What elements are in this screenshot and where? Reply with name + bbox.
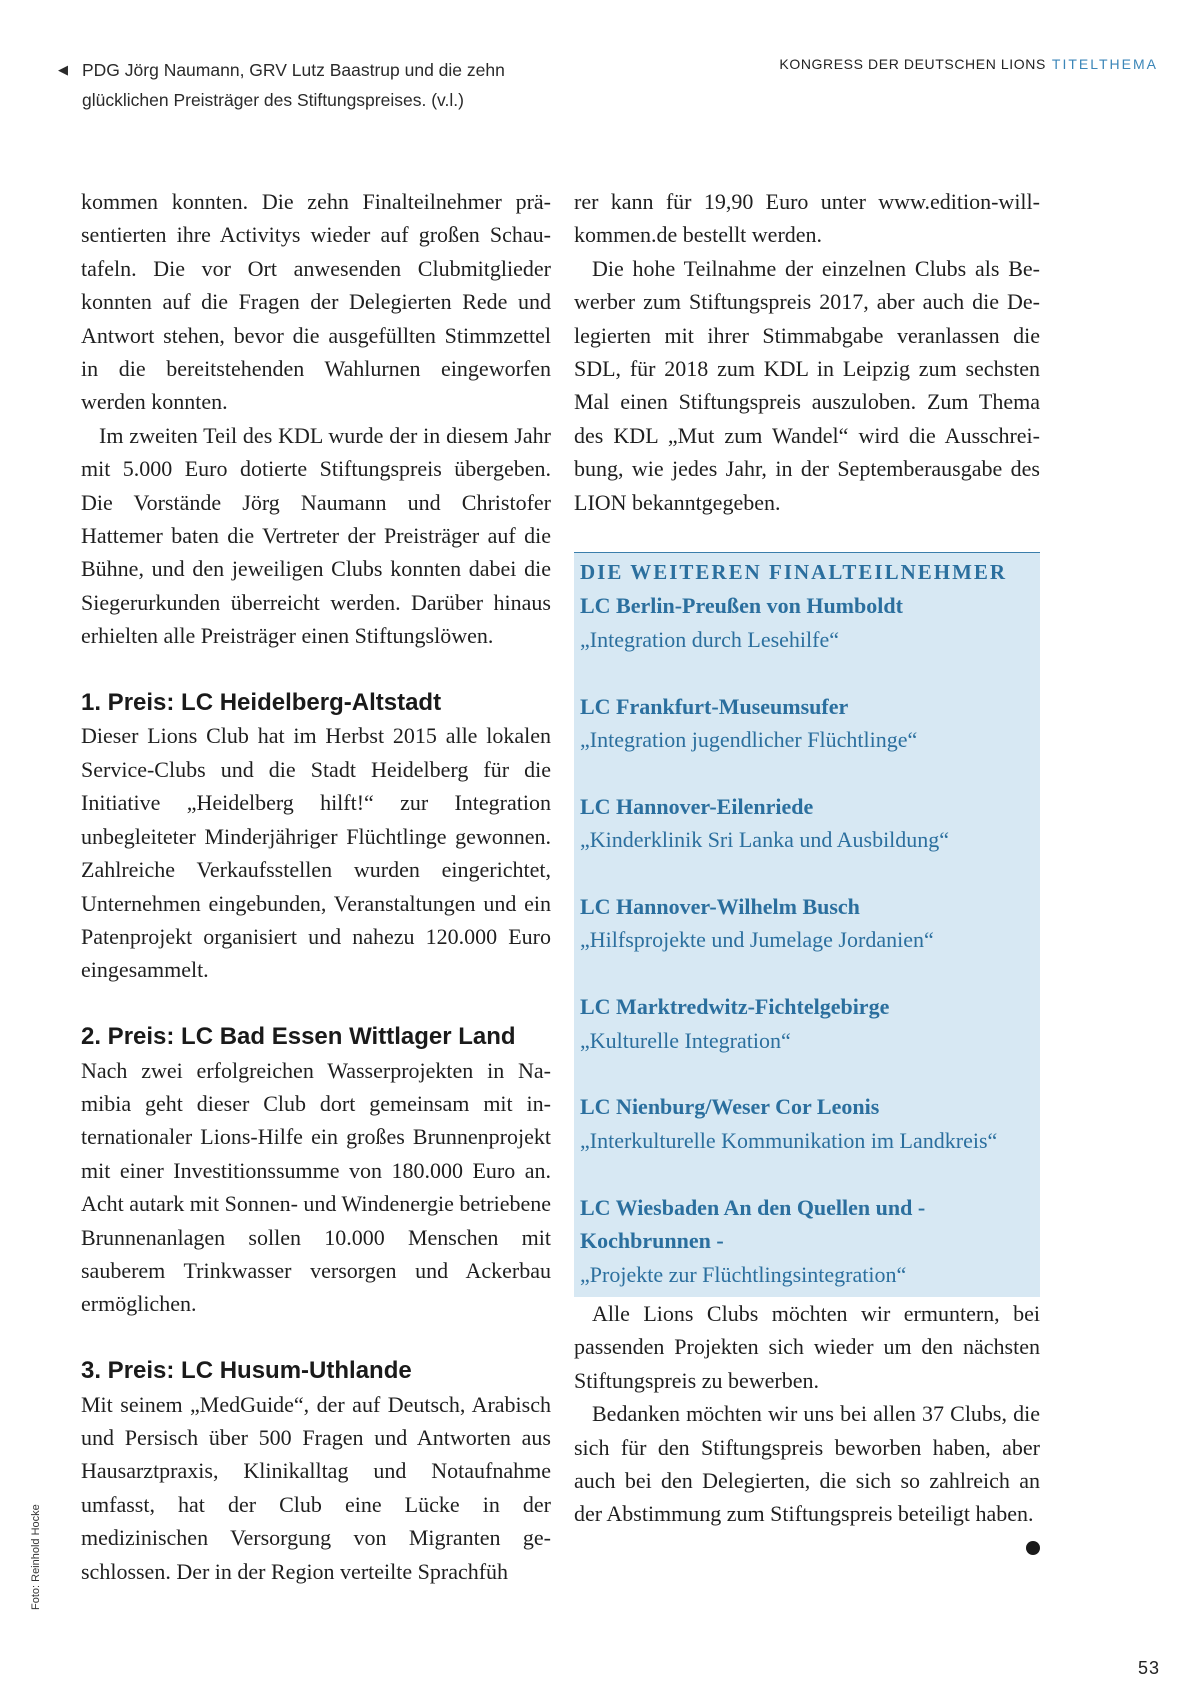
running-head-section: TITELTHEMA <box>1051 56 1158 72</box>
finalist-project: „Interkulturelle Kommunikation im Landkreis“ <box>580 1127 998 1153</box>
paragraph: rer kann für 19,90 Euro unter www.edition-willkommen.de bestellt werden. <box>574 189 1040 248</box>
paragraph: Im zweiten Teil des KDL wurde der in diesem Jahr mit 5.000 Euro dotierte Stiftungspreis übergeben. Die Vorstände Jörg Naumann und Christofer Hattemer baten die Vertreter der Preisträger auf die Bühne, und den jeweiligen Clubs konnten dabei die Siegerurkunden überreicht werden. Darüber hinaus erhielten alle Preisträger einen Stiftungslöwen. <box>81 422 551 649</box>
finalist-entry <box>580 790 1034 857</box>
finalist-club: LC Wiesbaden An den Quellen und - Kochbrunnen - <box>580 1194 926 1254</box>
finalist-entry <box>580 1090 1034 1157</box>
finalists-box-title: DIE WEITEREN FINALTEILNEHMER <box>580 560 1008 585</box>
finalist-entry <box>580 690 1034 757</box>
finalist-project: „Kulturelle Integration“ <box>580 1027 791 1053</box>
right-column <box>574 185 1051 1555</box>
finalist-project: „Integration durch Lesehilfe“ <box>580 626 839 652</box>
section-heading: 1. Preis: LC Heidelberg-Altstadt <box>81 689 442 717</box>
paragraph: kommen konnten. Die zehn Finalteilnehmer präsentierten ihre Activitys wieder auf großen Schautafeln. Die vor Ort anwesenden Clubmitglieder konnten auf die Fragen der Delegierten Rede und Antwort stehen, bevor die ausgefüllten Stimmzettel in die bereitstehenden Wahlurnen eingeworfen werden konnten. <box>81 189 551 415</box>
paragraph <box>574 1397 1051 1553</box>
photo-caption <box>58 55 578 115</box>
finalists-box <box>574 552 1040 1297</box>
lion-end-mark-icon: L <box>1026 1541 1040 1555</box>
finalist-club: LC Marktredwitz-Fichtelgebirge <box>580 994 890 1020</box>
photo-credit: Foto: Reinhold Hocke <box>30 1504 42 1610</box>
finalist-entry <box>580 990 1034 1057</box>
finalist-club: LC Berlin-Preußen von Humboldt <box>580 593 903 619</box>
running-head <box>779 56 1158 72</box>
paragraph: Alle Lions Clubs möchten wir ermuntern, bei passenden Projekten sich wieder um den nächsten Stiftungspreis zu bewerben. <box>574 1300 1040 1393</box>
section-heading: 2. Preis: LC Bad Essen Wittlager Land <box>81 1023 516 1051</box>
caret-left-icon: ◀ <box>58 62 68 77</box>
page-number: 53 <box>1137 1658 1160 1678</box>
paragraph-text: Bedanken möchten wir uns bei allen 37 Clubs, die sich für den Stiftungspreis beworben haben, aber auch bei den Delegierten, die sich so zahlreich an der Abstimmung zum Stiftungspreis beteiligt haben. <box>574 1401 1040 1527</box>
finalist-project: „Integration jugendlicher Flüchtlinge“ <box>580 727 918 753</box>
finalist-project: „Kinderklinik Sri Lanka und Ausbildung“ <box>580 827 950 853</box>
paragraph: Mit seinem „MedGuide“, der auf Deutsch, Arabisch und Persisch über 500 Fragen und Antworten aus Hausarztpraxis, Klinikalltag und Notaufnahme umfasst, hat der Club eine Lücke in der medizinischen Versorgung von Migranten geschlossen. Der in der Region verteilte Sprachfüh <box>81 1391 551 1584</box>
finalist-entry <box>580 890 1034 957</box>
finalist-entry <box>580 589 1034 656</box>
finalist-club: LC Nienburg/Weser Cor Leonis <box>580 1094 880 1120</box>
running-head-title: KONGRESS DER DEUTSCHEN LIONS <box>779 56 1046 72</box>
section-heading: 3. Preis: LC Husum-Uthlande <box>81 1357 412 1385</box>
finalist-entry <box>580 1191 1034 1291</box>
finalist-club: LC Hannover-Wilhelm Busch <box>580 894 860 920</box>
finalist-club: LC Frankfurt-Museumsufer <box>580 693 849 719</box>
paragraph: Nach zwei erfolgreichen Wasserprojekten in Namibia geht dieser Club dort gemeinsam mit internationaler Lions-Hilfe ein großes Brunnenprojekt mit einer Investitionssumme von 180.000 Euro an. Acht autark mit Sonnen- und Windenergie betriebene Brunnenanlagen sollen 10.000 Menschen mit sauberem Trinkwasser versorgen und Ackerbau ermöglichen. <box>81 1057 551 1317</box>
paragraph: Dieser Lions Club hat im Herbst 2015 alle lokalen Service-Clubs und die Stadt Heidelberg für die Initiative „Heidelberg hilft!“ zur Integration unbegleiteter Minderjähriger Flüchtlinge gewonnen. Zahlreiche Verkaufsstellen wurden eingerichtet, Unternehmen eingebunden, Veranstaltungen und ein Patenprojekt organisiert und nahezu 120.000 Euro eingesammelt. <box>81 723 551 983</box>
paragraph: Die hohe Teilnahme der einzelnen Clubs als Bewerber zum Stiftungspreis 2017, aber auch die Delegierten mit ihrer Stimmabgabe veranlassen die SDL, für 2018 zum KDL in Leipzig zum sechsten Mal einen Stiftungspreis auszuloben. Zum Thema des KDL „Mut zum Wandel“ wird die Ausschreibung, wie jedes Jahr, in der Septemberausgabe des LION bekanntgegeben. <box>574 255 1040 515</box>
left-column <box>81 185 551 1588</box>
finalist-project: „Hilfsprojekte und Jumelage Jordanien“ <box>580 927 934 953</box>
finalist-project: „Projekte zur Flüchtlingsintegration“ <box>580 1261 907 1287</box>
finalist-club: LC Hannover-Eilenriede <box>580 793 814 819</box>
photo-caption-text: PDG Jörg Naumann, GRV Lutz Baastrup und die zehn glücklichen Preisträger des Stiftungspreises. (v.l.) <box>82 60 505 110</box>
